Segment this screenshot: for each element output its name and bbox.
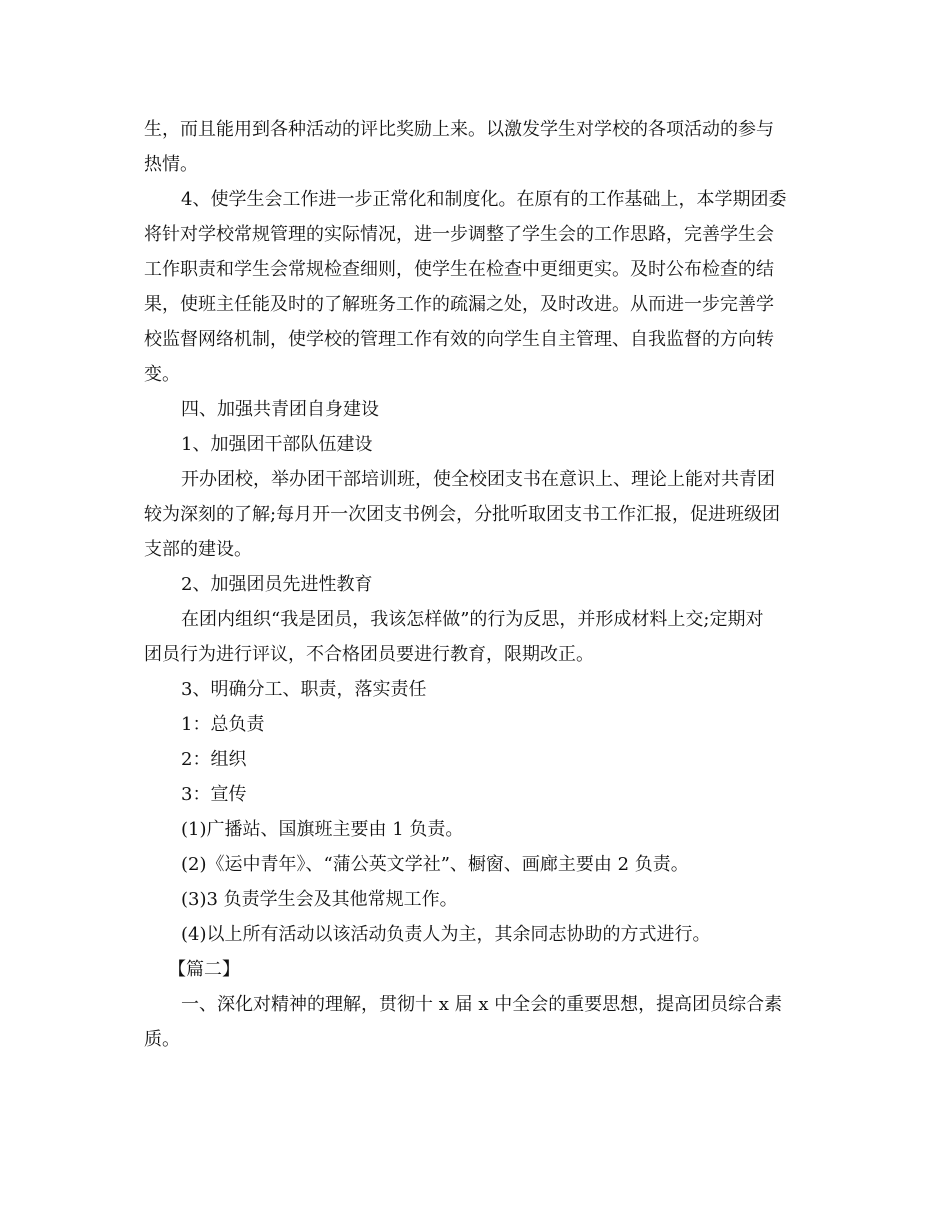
paragraph-start-line: 一、深化对精神的理解，贯彻十 x 届 x 中全会的重要思想，提高团员综合素: [181, 994, 783, 1015]
body-text-line: 将针对学校常规管理的实际情况，进一步调整了学生会的工作思路，完善学生会: [144, 224, 774, 245]
section-heading: 四、加强共青团自身建设: [181, 399, 379, 420]
paragraph-start-line: 4、使学生会工作进一步正常化和制度化。在原有的工作基础上，本学期团委: [181, 189, 787, 210]
paragraph-start-line: 在团内组织“我是团员，我该怎样做”的行为反思，并形成材料上交;定期对: [181, 609, 764, 630]
list-item: (1)广播站、国旗班主要由 1 负责。: [181, 819, 464, 840]
body-text-line: 质。: [144, 1029, 180, 1050]
body-text-line: 较为深刻的了解;每月开一次团支书例会，分批听取团支书工作汇报，促进班级团: [144, 504, 781, 525]
body-text-line: 热情。: [144, 154, 198, 175]
list-item: (3)3 负责学生会及其他常规工作。: [181, 889, 458, 910]
list-item: (2)《运中青年》、“蒲公英文学社”、橱窗、画廊主要由 2 负责。: [181, 854, 689, 875]
subsection-heading: 2、加强团员先进性教育: [181, 574, 373, 595]
list-item: 1：总负责: [181, 714, 265, 735]
paragraph-start-line: 开办团校，举办团干部培训班，使全校团支书在意识上、理论上能对共青团: [181, 469, 775, 490]
list-item: 3：宣传: [181, 784, 247, 805]
document-page: [144, 112, 808, 1057]
part-heading: 【篇二】: [168, 959, 240, 980]
body-text-line: 支部的建设。: [144, 539, 252, 560]
body-text-line: 工作职责和学生会常规检查细则，使学生在检查中更细更实。及时公布检查的结: [144, 259, 774, 280]
subsection-heading: 1、加强团干部队伍建设: [181, 434, 373, 455]
list-item: 2：组织: [181, 749, 247, 770]
body-text-line: 变。: [144, 364, 180, 385]
body-text-line: 团员行为进行评议，不合格团员要进行教育，限期改正。: [144, 644, 594, 665]
body-text-line: 校监督网络机制，使学校的管理工作有效的向学生自主管理、自我监督的方向转: [144, 329, 774, 350]
subsection-heading: 3、明确分工、职责，落实责任: [181, 679, 427, 700]
body-text-line: 生，而且能用到各种活动的评比奖励上来。以激发学生对学校的各项活动的参与: [144, 119, 774, 140]
list-item: (4)以上所有活动以该活动负责人为主，其余同志协助的方式进行。: [181, 924, 711, 945]
body-text-line: 果，使班主任能及时的了解班务工作的疏漏之处，及时改进。从而进一步完善学: [144, 294, 774, 315]
